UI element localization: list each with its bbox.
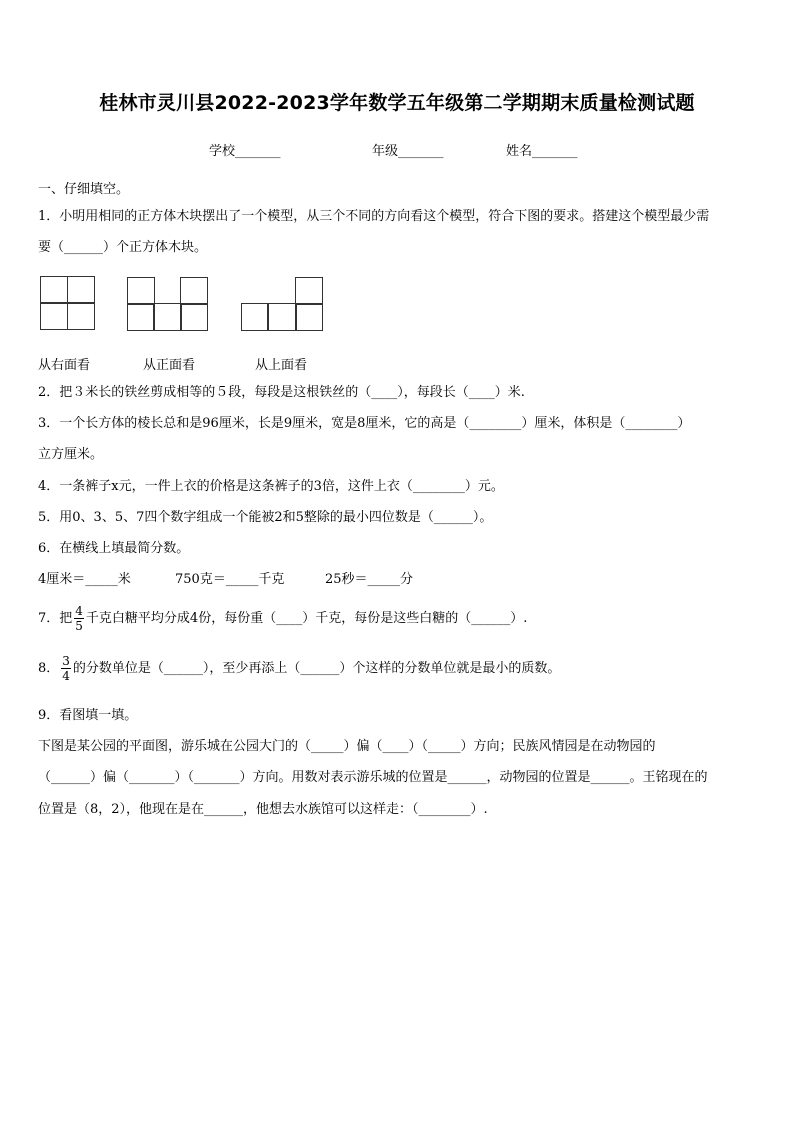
caption-right-view: 从右面看 [38,358,91,373]
name-field: 姓名_______ [506,144,578,159]
question-3-line-1: 3．一个长方体的棱长总和是96厘米，长是9厘米，宽是8厘米，它的高是（________）厘米，体积是（________） [38,416,691,431]
caption-front-view: 从正面看 [143,358,196,373]
question-5: 5．用0、3、5、7四个数字组成一个能被2和5整除的最小四位数是（______）。 [38,510,493,525]
question-8 [38,654,560,683]
question-3-line-2: 立方厘米。 [38,447,104,462]
grid-cell [67,276,95,304]
question-6-item-3: 25秒＝_____分 [325,572,414,587]
grid-cell [153,303,182,331]
question-7-prefix: 7．把 [38,611,73,626]
page-title: 桂林市灵川县2022-2023学年数学五年级第二学期期末质量检测试题 [99,92,695,114]
grid-cell [295,277,323,305]
question-8-prefix: 8． [38,661,60,676]
top-view-figure [241,277,323,332]
question-6-item-1: 4厘米＝_____米 [38,572,131,587]
question-6-item-2: 750克＝_____千克 [175,572,285,587]
question-2: 2．把３米长的铁丝剪成相等的５段，每段是这根铁丝的（____），每段长（____）米. [38,385,525,400]
front-view-figure [127,277,209,332]
grid-cell [40,276,68,304]
right-view-figure [40,276,96,330]
fraction [74,604,84,633]
question-7 [38,604,527,633]
grid-cell [180,277,208,305]
question-9-line-3: 位置是（8，2），他现在是在______，他想去水族馆可以这样走：（________）. [38,802,488,817]
question-1-line-2: 要（______）个正方体木块。 [38,240,208,255]
grid-cell [241,303,269,331]
grid-cell [267,303,297,331]
question-9-line-2: （______）偏（_______）（_______）方向。用数对表示游乐城的位置是______，动物园的位置是______。王铭现在的 [38,770,708,785]
grade-field: 年级_______ [372,144,444,159]
caption-top-view: 从上面看 [255,358,308,373]
question-9-line-1: 下图是某公园的平面图，游乐城在公园大门的（_____）偏（____）（_____）方向；民族风情园是在动物园的 [38,739,656,754]
section-heading: 一、仔细填空。 [38,182,130,197]
question-7-suffix: 千克白糖平均分成4份，每份重（____）千克，每份是这些白糖的（______）. [85,611,528,626]
question-8-suffix: 的分数单位是（______），至少再添上（______）个这样的分数单位就是最小的质数。 [72,661,561,676]
grid-cell [127,277,155,305]
grid-cell [180,303,208,331]
fraction-numerator: 4 [75,604,83,618]
school-field: 学校_______ [209,144,281,159]
grid-cell [67,302,95,330]
fraction-denominator: 5 [75,619,83,633]
question-4: 4．一条裤子x元，一件上衣的价格是这条裤子的3倍，这件上衣（________）元。 [38,479,504,494]
question-9-intro: 9．看图填一填。 [38,708,138,723]
grid-cell [127,303,155,331]
fraction-numerator: 3 [62,654,70,668]
grid-cell [295,303,323,331]
question-6-intro: 6．在横线上填最简分数。 [38,541,190,556]
question-1-line-1: 1．小明用相同的正方体木块摆出了一个模型，从三个不同的方向看这个模型，符合下图的要求。搭建这个模型最少需 [38,209,710,224]
grid-cell [40,302,68,330]
fraction [61,654,71,683]
fraction-denominator: 4 [62,669,70,683]
